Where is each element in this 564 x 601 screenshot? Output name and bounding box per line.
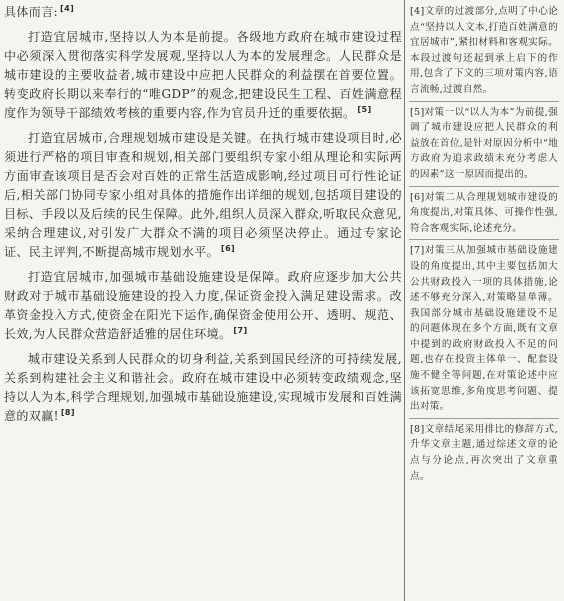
essay-paragraph-3 <box>4 268 402 344</box>
paragraph-text: 打造宜居城市,合理规划城市建设是关键。在执行城市建设项目时,必须进行严格的项目审查和规划,相关部门要组织专家小组从理论和实际两方面审查该项目是否会对百姓的正常生活造成影响,经过项目可行性论证后,相关部门协同专家小组对具体的措施作出详细的规划,包括项目建设的目标、手段以及后续的民生保障。此外,组织人员深入群众,听取民众意见,采纳合理建议,对引发广大群众不满的项目必须坚决停止。通过专家论证、民主评判,不断提高城市规划水平。 <box>4 131 402 259</box>
essay-paragraph-4 <box>4 350 402 426</box>
essay-paragraph-2 <box>4 129 402 262</box>
footnote-marker: [5] <box>357 105 372 114</box>
paragraph-text: 打造宜居城市,加强城市基础设施建设是保障。政府应逐步加大公共财政对于城市基础设施建设的投入力度,保证资金投入满足建设需求。改革资金投入方式,使资金在阳光下运作,确保资金使用公开、透明、规范、长效,为人民群众营造舒适雅的居住环境。 <box>4 270 402 341</box>
essay-paragraph-0 <box>4 3 402 22</box>
footnote-marker: [4] <box>60 4 75 13</box>
annotation-note-8: [8]文章结尾采用排比的修辞方式,升华文章主题,通过综述文章的论点与分论点,再次突出了文章重点。 <box>409 418 559 487</box>
paragraph-text: 打造宜居城市,坚持以人为本是前提。各级地方政府在城市建设过程中必须深入贯彻落实科学发展观,坚持以人为本的发展理念。人民群众是城市建设的主要收益者,城市建设中应把人民群众的利益摆在首要位置。转变政府长期以来奉行的“唯GDP”的观念,把建设民生工程、百姓满意程度作为领导干部绩效考核的重要内容,作为官员升迁的重要依据。 <box>4 30 402 120</box>
essay-column <box>4 3 402 599</box>
annotation-note-4: [4]文章的过渡部分,点明了中心论点“坚持以人文本,打造百姓满意的宜居城市”,紧扣材料和客观实际。本段过渡句还起到承上启下的作用,包含了下文的三项对策内容,语言流畅,过渡自然。 <box>410 6 558 95</box>
annotation-note-7: [7]对策三从加强城市基础设施建设的角度提出,其中主要包括加大公共财政投入一项的具体措施,论述不够充分深入,对策略显单薄。我国部分城市基础设施建设不足的问题体现在多个方面,既有文章中提到的政府财政投入不足的问题,也存在投资主体单一、配套设施不健全等问题,在对策论述中应该拓宽思维,多角度思考问题、提出对策。 <box>409 239 559 418</box>
footnote-marker: [8] <box>60 408 75 417</box>
paragraph-text: 城市建设关系到人民群众的切身利益,关系到国民经济的可持续发展,关系到构建社会主义和谐社会。政府在城市建设中必须转变政绩观念,坚持以人为本,科学合理规划,加强城市基础设施建设,实现城市发展和百姓满意的双赢! <box>4 352 402 423</box>
footnote-marker: [6] <box>221 244 236 253</box>
essay-paragraph-1 <box>4 28 402 123</box>
paragraph-text: 具体而言: <box>4 5 59 19</box>
annotation-note-6: [6]对策二从合理规划城市建设的角度提出,对策具体、可操作性强,符合客观实际,论述充分。 <box>409 186 559 240</box>
column-divider <box>404 0 405 601</box>
annotation-column <box>409 3 559 599</box>
footnote-marker: [7] <box>233 326 248 335</box>
annotation-note-5: [5]对策一以“以人为本”为前提,强调了城市建设应把人民群众的利益放在首位,是针对原因分析中“地方政府为追求政绩未充分考虑人的因素”这一原因而提出的。 <box>409 101 559 186</box>
